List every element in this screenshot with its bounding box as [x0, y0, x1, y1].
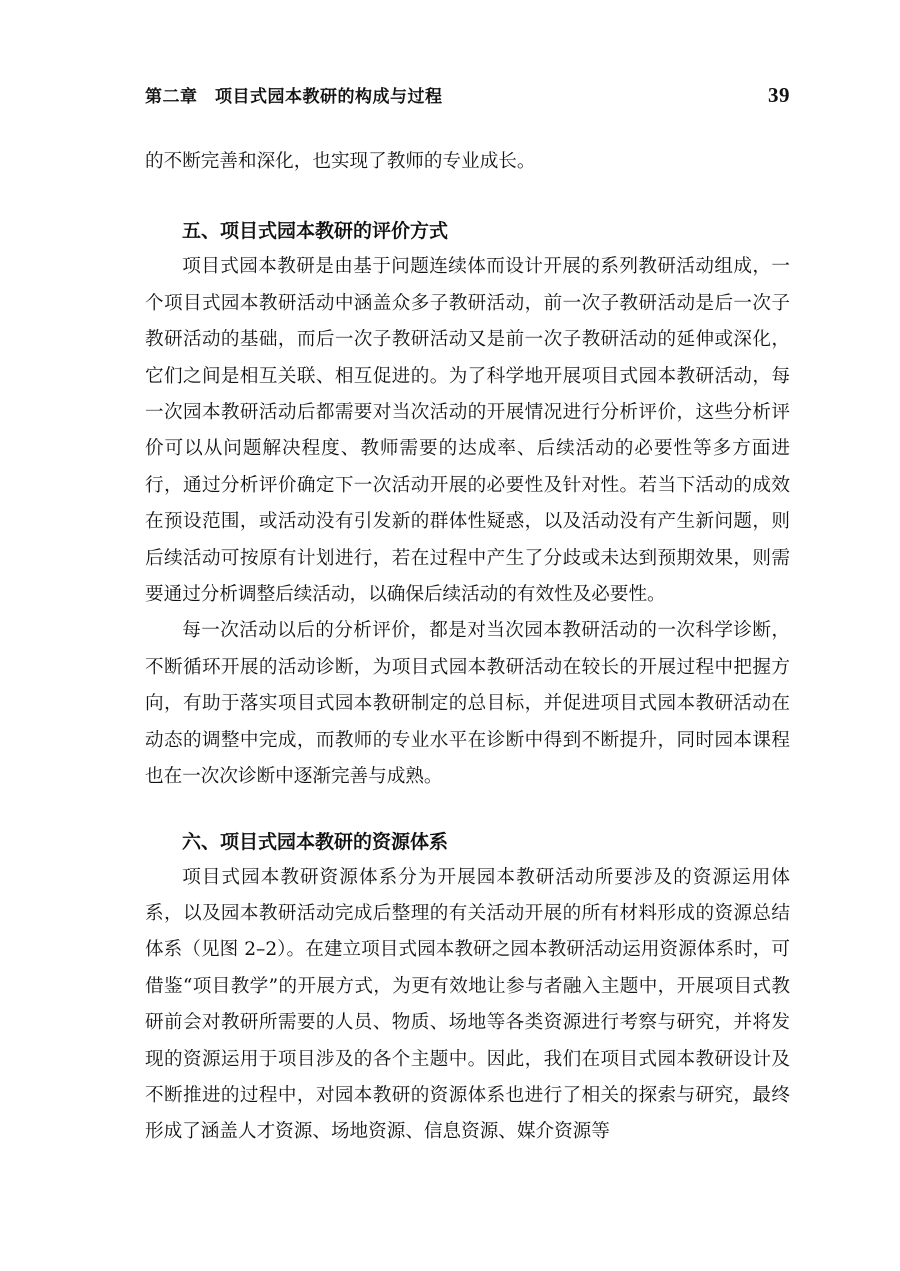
continuation-paragraph: 的不断完善和深化，也实现了教师的专业成长。 [145, 151, 536, 172]
paragraph: 项目式园本教研是由基于问题连续体而设计开展的系列教研活动组成，一个项目式园本教研活动中涵盖众多子教研活动，前一次子教研活动是后一次子教研活动的基础，而后一次子教研活动又是前一次子教研活动的延伸或深化，它们之间是相互关联、相互促进的。为了科学地开展项目式园本教研活动，每一次园本教研活动后都需要对当次活动的开展情况进行分析评价，这些分析评价可以从问题解决程度、教师需要的达成率、后续活动的必要性等多方面进行，通过分析评价确定下一次活动开展的必要性及针对性。若当下活动的成效在预设范围，或活动没有引发新的群体性疑惑，以及活动没有产生新问题，则后续活动可按原有计划进行，若在过程中产生了分歧或未达到预期效果，则需要通过分析调整后续活动，以确保后续活动的有效性及必要性。 [145, 256, 790, 606]
paragraph: 每一次活动以后的分析评价，都是对当次园本教研活动的一次科学诊断，不断循环开展的活动诊断，为项目式园本教研活动在较长的开展过程中把握方向，有助于落实项目式园本教研制定的总目标，并促进项目式园本教研活动在动态的调整中完成，而教师的专业水平在诊断中得到不断提升，同时园本课程也在一次次诊断中逐渐完善与成熟。 [145, 620, 790, 788]
section-heading-evaluation: 五、项目式园本教研的评价方式 [182, 220, 449, 243]
paragraph: 项目式园本教研资源体系分为开展园本教研活动所要涉及的资源运用体系，以及园本教研活动完成后整理的有关活动开展的所有材料形成的资源总结体系（见图 2–2）。在建立项目式园本教研之园本教研活动运用资源体系时，可借鉴“项目教学”的开展方式，为更有效地让参与者融入主题中，开展项目式教研前会对教研所需要的人员、物质、场地等各类资源进行考察与研究，并将发现的资源运用于项目涉及的各个主题中。因此，我们在项目式园本教研设计及不断推进的过程中，对园本教研的资源体系也进行了相关的探索与研究，最终形成了涵盖人才资源、场地资源、信息资源、媒介资源等 [145, 866, 790, 1143]
section-heading-resources: 六、项目式园本教研的资源体系 [182, 830, 449, 853]
chapter-title: 第二章 项目式园本教研的构成与过程 [145, 87, 443, 107]
running-header [145, 82, 790, 112]
page-content [145, 144, 790, 1151]
page-number: 39 [768, 83, 790, 107]
